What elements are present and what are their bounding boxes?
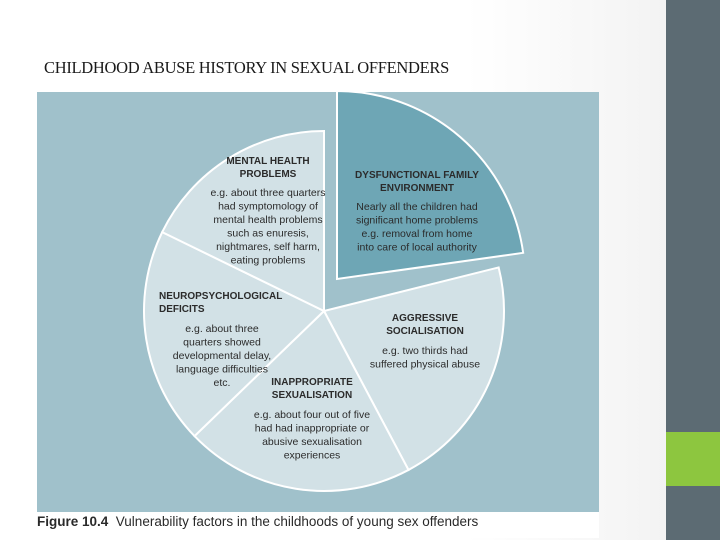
segment-text-inappropriate: abusive sexualisation bbox=[262, 436, 362, 448]
segment-text-dysfunctional: Nearly all the children had bbox=[356, 201, 478, 213]
segment-text-mental: e.g. about three quarters bbox=[210, 187, 326, 199]
segment-text-mental: eating problems bbox=[230, 254, 306, 267]
slide-title: CHILDHOOD ABUSE HISTORY IN SEXUAL OFFENDERS bbox=[44, 58, 449, 77]
segment-title-inappropriate: SEXUALISATION bbox=[271, 390, 353, 401]
segment-text-neuro: language difficulties bbox=[175, 363, 269, 376]
segment-text-inappropriate: e.g. about four out of five bbox=[253, 409, 371, 421]
segment-text-mental: nightmares, self harm, bbox=[216, 241, 320, 253]
segment-text-neuro: developmental delay, bbox=[172, 350, 272, 362]
segment-title-mental: MENTAL HEALTH bbox=[226, 156, 310, 167]
segment-text-neuro: etc. bbox=[213, 377, 231, 389]
segment-title-neuro: NEUROPSYCHOLOGICAL bbox=[159, 291, 283, 302]
segment-text-neuro: e.g. about three bbox=[185, 323, 259, 335]
segment-title-mental: PROBLEMS bbox=[239, 169, 297, 180]
segment-title-neuro: DEFICITS bbox=[159, 304, 205, 315]
segment-title-aggressive: SOCIALISATION bbox=[386, 326, 464, 337]
segment-text-inappropriate: had had inappropriate or bbox=[254, 422, 370, 435]
segment-text-dysfunctional: e.g. removal from home bbox=[361, 228, 473, 240]
segment-title-dysfunctional: ENVIRONMENT bbox=[380, 183, 454, 194]
segment-title-aggressive: AGGRESSIVE bbox=[391, 313, 459, 324]
slide-accent-block bbox=[666, 432, 720, 486]
segment-text-aggressive: suffered physical abuse bbox=[369, 358, 481, 371]
figure-caption-label: Figure 10.4 bbox=[37, 514, 109, 529]
segment-text-mental: had symptomology of bbox=[218, 200, 318, 213]
segment-text-aggressive: e.g. two thirds had bbox=[382, 345, 468, 357]
figure-caption bbox=[37, 514, 478, 529]
figure-caption-text: Vulnerability factors in the childhoods of young sex offenders bbox=[115, 514, 479, 529]
segment-title-inappropriate: INAPPROPRIATE bbox=[271, 377, 353, 388]
segment-text-inappropriate: experiences bbox=[283, 449, 341, 462]
segment-text-mental: mental health problems bbox=[213, 214, 323, 226]
segment-text-dysfunctional: into care of local authority bbox=[357, 241, 477, 254]
segment-text-neuro: quarters showed bbox=[183, 336, 261, 349]
figure bbox=[37, 92, 599, 538]
segment-title-dysfunctional: DYSFUNCTIONAL FAMILY bbox=[355, 170, 479, 181]
pie-diagram bbox=[37, 92, 599, 512]
segment-text-mental: such as enuresis, bbox=[227, 227, 309, 240]
segment-text-dysfunctional: significant home problems bbox=[356, 214, 478, 227]
